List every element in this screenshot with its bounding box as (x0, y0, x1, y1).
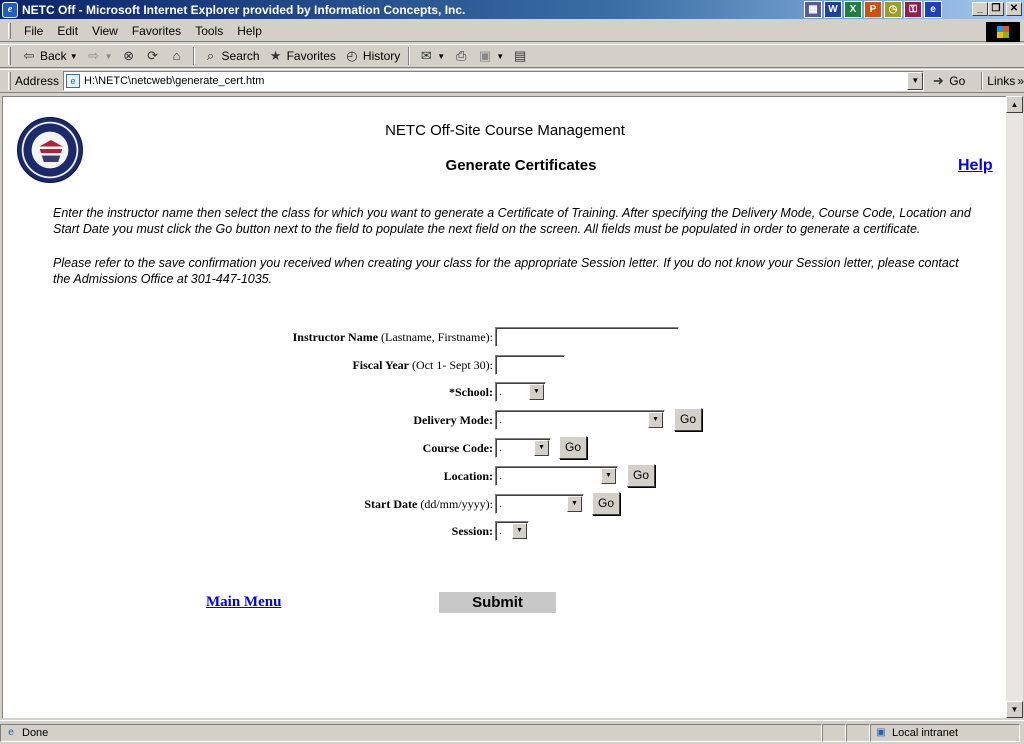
location-label: Location: (443, 469, 493, 483)
menu-file[interactable]: File (24, 23, 44, 38)
discuss-icon: ▤ (513, 48, 527, 63)
menubar-grip[interactable] (8, 23, 11, 39)
location-go-button[interactable]: Go (627, 464, 655, 487)
address-url[interactable]: H:\NETC\netcweb\generate_cert.htm (84, 75, 265, 87)
scroll-down-icon[interactable]: ▼ (1006, 701, 1023, 718)
help-link[interactable]: Help (958, 157, 993, 174)
page-title: NETC Off-Site Course Management (385, 122, 625, 139)
back-label: Back (40, 49, 67, 63)
page-subtitle: Generate Certificates (445, 157, 597, 174)
chevron-down-icon[interactable]: ▼ (529, 384, 544, 400)
status-cell-empty (846, 724, 870, 742)
chevron-down-icon[interactable]: ▼ (567, 496, 582, 512)
menu-edit[interactable]: Edit (57, 23, 79, 38)
home-button[interactable] (165, 45, 189, 67)
windows-logo-icon (986, 22, 1020, 42)
quick-launch-icons (804, 1, 942, 18)
search-button[interactable] (199, 45, 264, 67)
links-button[interactable]: Links (987, 74, 1016, 88)
start-date-row (3, 494, 1007, 516)
vertical-scrollbar[interactable] (1006, 96, 1023, 718)
edit-dropdown-icon[interactable]: ▼ (496, 51, 505, 61)
school-row (3, 382, 1007, 404)
title-bar (0, 0, 1024, 19)
start-date-label: Start Date (dd/mm/yyyy): (364, 497, 493, 511)
course-code-go-button[interactable]: Go (559, 436, 587, 459)
school-label: *School: (448, 385, 493, 399)
favorites-label: Favorites (286, 49, 336, 63)
history-icon: ◴ (346, 48, 358, 63)
security-zone-text: Local intranet (892, 726, 959, 739)
print-icon: ⎙ (455, 48, 467, 63)
back-button[interactable] (17, 45, 82, 67)
page-done-icon: e (8, 726, 14, 738)
address-label: Address (15, 74, 60, 88)
stop-button[interactable] (117, 45, 141, 67)
start-date-go-button[interactable]: Go (592, 492, 620, 515)
minimize-button[interactable]: _ (972, 2, 988, 16)
instructions (53, 205, 973, 305)
back-arrow-icon: ⇦ (23, 48, 35, 63)
submit-button[interactable]: Submit (439, 592, 556, 613)
page-icon: e (66, 74, 80, 88)
main-menu-link[interactable]: Main Menu (206, 594, 282, 610)
refresh-icon: ⟳ (147, 48, 158, 63)
instructor-label: Instructor Name (Lastname, Firstname): (292, 330, 493, 344)
fiscal-year-input[interactable] (495, 355, 565, 375)
word-icon[interactable]: W (824, 1, 842, 18)
status-text: Done (22, 726, 49, 739)
status-bar (0, 720, 1024, 744)
refresh-button[interactable] (141, 45, 165, 67)
forward-button[interactable] (82, 45, 117, 67)
chevron-down-icon[interactable]: ▼ (648, 412, 663, 428)
instructions-paragraph: Enter the instructor name then select the class for which you want to generate a Certificate of Training. After specifying the Delivery Mode, Course Code, Location and Start Date you must click the Go button next to the field to populate the next field on the screen. All fields must be populated in order to generate a certificate. (53, 206, 971, 236)
status-cell-empty (822, 724, 846, 742)
window-title: NETC Off - Microsoft Internet Explorer provided by Information Concepts, Inc. (22, 2, 466, 17)
address-go-button[interactable] (930, 73, 965, 89)
instructions-paragraph: Please refer to the save confirmation you received when creating your class for the appropriate Session letter. If you do not know your Session letter, please contact the Admissions Office at 301-447-1035. (53, 256, 959, 286)
delivery-mode-label: Delivery Mode: (413, 413, 493, 427)
excel-icon[interactable]: X (844, 1, 862, 18)
address-go-label: Go (949, 74, 966, 88)
ie-tray-icon[interactable]: e (924, 1, 942, 18)
start-date-select[interactable]: . ▼ (495, 494, 584, 514)
intranet-zone-icon: ▣ (876, 726, 886, 738)
address-bar (0, 69, 1024, 93)
instructor-row (3, 327, 1007, 349)
history-button[interactable] (340, 45, 404, 67)
fiscal-year-row (3, 355, 1007, 377)
edit-icon: ▣ (479, 48, 492, 63)
menu-favorites[interactable]: Favorites (131, 23, 182, 38)
back-dropdown-icon[interactable]: ▼ (69, 51, 78, 61)
location-row (3, 466, 1007, 488)
links-chevron-icon[interactable]: » (1017, 74, 1024, 88)
favorites-icon: ★ (269, 48, 282, 63)
addressbar-grip[interactable] (8, 72, 11, 90)
session-row (3, 521, 1007, 543)
scroll-up-icon[interactable]: ▲ (1006, 96, 1023, 113)
forward-arrow-icon: ⇨ (88, 48, 100, 63)
status-text-cell (0, 724, 822, 742)
toolbar-separator (193, 47, 195, 65)
chevron-down-icon[interactable]: ▼ (512, 523, 527, 539)
favorites-button[interactable] (264, 45, 340, 67)
menu-tools[interactable]: Tools (195, 23, 224, 38)
close-button[interactable]: ✕ (1006, 2, 1022, 16)
course-code-select[interactable]: . ▼ (495, 438, 551, 458)
ie-icon: e (2, 2, 18, 18)
restore-button[interactable]: ❐ (988, 2, 1004, 16)
edit-button[interactable] (473, 45, 508, 67)
fiscal-year-label: Fiscal Year (Oct 1- Sept 30): (352, 358, 493, 372)
powerpoint-icon[interactable]: P (864, 1, 882, 18)
course-code-label: Course Code: (422, 441, 493, 455)
print-button[interactable] (449, 45, 473, 67)
school-select[interactable]: . ▼ (495, 382, 546, 402)
go-arrow-icon: ➜ (932, 73, 944, 88)
address-dropdown-icon[interactable]: ▼ (907, 72, 923, 90)
search-label: Search (221, 49, 260, 63)
window-controls (972, 2, 1022, 16)
discuss-button[interactable] (508, 45, 532, 67)
mail-button[interactable] (414, 45, 449, 67)
menu-help[interactable]: Help (237, 23, 262, 38)
standard-toolbar (0, 44, 1024, 68)
toolbar-separator (408, 47, 410, 65)
menu-bar (0, 20, 1024, 42)
delivery-mode-select[interactable]: . ▼ (495, 410, 665, 430)
home-icon: ⌂ (172, 48, 181, 63)
session-select[interactable]: . ▼ (495, 521, 529, 541)
mail-icon: ✉ (420, 48, 432, 63)
instructor-name-input[interactable] (495, 327, 679, 347)
security-zone-cell (870, 724, 1020, 742)
menu-view[interactable]: View (92, 23, 118, 38)
app-tray-icon[interactable]: ▦ (804, 1, 822, 18)
stop-icon: ⊗ (123, 48, 134, 63)
forward-dropdown-icon[interactable]: ▼ (104, 51, 113, 61)
delivery-mode-go-button[interactable]: Go (674, 408, 702, 431)
search-icon: ⌕ (206, 48, 215, 63)
address-input[interactable] (63, 71, 924, 91)
toolbar-grip[interactable] (8, 47, 11, 65)
key-icon[interactable]: ⚿ (904, 1, 922, 18)
links-separator (981, 72, 983, 90)
chevron-down-icon[interactable]: ▼ (601, 468, 616, 484)
course-code-row (3, 438, 1007, 460)
mail-dropdown-icon[interactable]: ▼ (437, 51, 446, 61)
page-content (2, 96, 1006, 718)
delivery-mode-row (3, 410, 1007, 432)
chevron-down-icon[interactable]: ▼ (534, 440, 549, 456)
location-select[interactable]: . ▼ (495, 466, 618, 486)
session-label: Session: (451, 524, 493, 538)
clock-icon[interactable]: ◷ (884, 1, 902, 18)
history-label: History (362, 49, 401, 63)
